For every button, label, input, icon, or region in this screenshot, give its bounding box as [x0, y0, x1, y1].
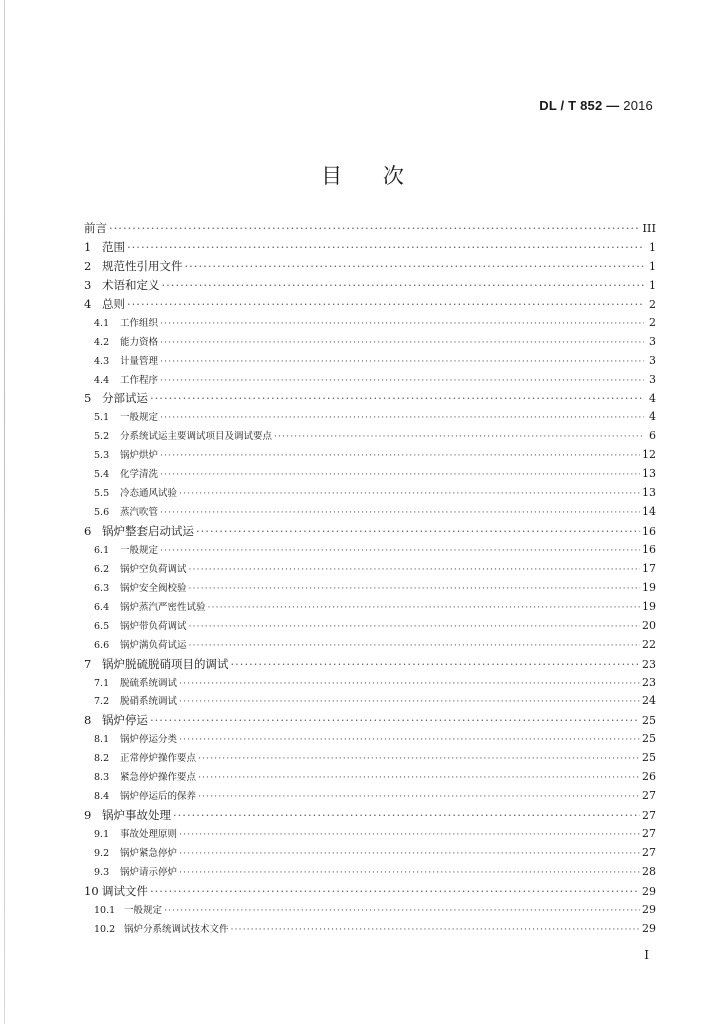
toc-entry-page: 14 — [642, 505, 656, 519]
table-of-contents — [84, 219, 656, 939]
toc-leader-dots — [231, 921, 640, 940]
toc-entry[interactable] — [84, 522, 656, 541]
toc-entry-page: 4 — [649, 392, 656, 406]
toc-entry-label: 计量管理 — [120, 355, 159, 367]
toc-leader-dots — [160, 542, 640, 561]
toc-entry-page: 2 — [649, 315, 656, 329]
toc-entry-label: 蒸汽吹管 — [120, 507, 159, 519]
toc-entry-number: 5 — [84, 391, 92, 406]
toc-entry[interactable] — [84, 371, 656, 390]
toc-entry[interactable] — [84, 238, 656, 257]
toc-leader-dots — [208, 599, 640, 618]
toc-entry[interactable] — [84, 427, 656, 446]
toc-entry-label: 锅炉安全阀校验 — [120, 582, 187, 594]
toc-entry-page: 2 — [649, 297, 656, 311]
toc-entry-number: 8 — [84, 713, 92, 728]
toc-entry-number: 10.2 — [94, 923, 116, 935]
toc-entry-number: 9.3 — [94, 866, 110, 878]
toc-entry-number: 4.3 — [94, 355, 110, 367]
toc-entry-label: 分系统试运主要调试项目及调试要点 — [120, 431, 273, 443]
toc-entry-number: 6.3 — [94, 582, 110, 594]
toc-leader-dots — [179, 826, 640, 845]
toc-entry[interactable] — [84, 692, 656, 711]
toc-entry-page: 1 — [649, 259, 656, 273]
toc-entry[interactable] — [84, 636, 656, 655]
toc-entry-number: 3 — [84, 277, 92, 292]
toc-leader-dots — [198, 769, 640, 788]
standard-code-dash: — — [606, 98, 620, 113]
toc-entry[interactable] — [84, 844, 656, 863]
toc-leader-dots — [231, 655, 641, 674]
toc-entry[interactable] — [84, 446, 656, 465]
toc-entry-page: 25 — [642, 714, 656, 728]
toc-leader-dots — [160, 504, 640, 523]
toc-entry-number: 9.1 — [94, 829, 110, 840]
toc-entry-page: 25 — [642, 732, 656, 746]
toc-entry-page: 17 — [642, 561, 656, 575]
toc-entry-page: 24 — [642, 694, 656, 708]
toc-entry-label: 锅炉紧急停炉 — [120, 847, 178, 859]
toc-entry-number: 7.1 — [94, 677, 110, 689]
toc-entry-label: 术语和定义 — [102, 277, 160, 292]
toc-leader-dots — [160, 447, 640, 466]
toc-leader-dots — [127, 238, 644, 257]
toc-leader-dots — [127, 295, 644, 314]
toc-entry[interactable] — [84, 276, 656, 295]
toc-entry-number: 5.3 — [94, 450, 110, 462]
toc-leader-dots — [173, 806, 640, 825]
toc-entry-label: 事故处理原则 — [120, 829, 178, 840]
toc-entry-label: 一般规定 — [120, 544, 159, 556]
toc-leader-dots — [150, 711, 640, 730]
toc-entry-page: 26 — [642, 770, 656, 784]
toc-entry-number: 7 — [84, 656, 92, 671]
toc-entry-page: 1 — [649, 240, 656, 254]
standard-code — [539, 98, 653, 113]
toc-entry-number: 2 — [84, 258, 92, 273]
toc-entry-label: 前言 — [84, 221, 107, 235]
toc-leader-dots — [198, 750, 640, 769]
toc-entry-number: 6 — [84, 524, 92, 538]
toc-entry-page: 3 — [649, 334, 656, 348]
toc-entry-label: 规范性引用文件 — [102, 258, 183, 273]
toc-leader-dots — [196, 522, 640, 541]
toc-entry[interactable] — [84, 863, 656, 882]
toc-leader-dots — [179, 675, 640, 694]
toc-title — [0, 160, 727, 190]
toc-leader-dots — [150, 389, 644, 408]
toc-entry[interactable] — [84, 787, 656, 806]
toc-leader-dots — [179, 845, 640, 864]
toc-entry-label: 调试文件 — [102, 883, 148, 898]
toc-entry-page: 29 — [642, 921, 656, 935]
toc-entry[interactable] — [84, 484, 656, 503]
toc-entry-page: 20 — [642, 618, 656, 632]
page-number: I — [644, 948, 649, 962]
toc-entry[interactable] — [84, 503, 656, 522]
toc-leader-dots — [189, 561, 640, 580]
toc-entry[interactable] — [84, 806, 656, 825]
toc-entry-number: 4.1 — [94, 317, 110, 329]
toc-entry-number: 4.4 — [94, 374, 110, 386]
toc-entry[interactable] — [84, 617, 656, 636]
toc-entry-page: 1 — [649, 278, 656, 292]
toc-entry-number: 9.2 — [94, 847, 110, 859]
toc-entry[interactable] — [84, 655, 656, 674]
toc-entry-page: 27 — [642, 809, 656, 823]
toc-entry-number: 10.1 — [94, 904, 116, 916]
toc-entry-number: 5.6 — [94, 507, 110, 519]
toc-entry[interactable] — [84, 920, 656, 939]
toc-entry-label: 锅炉脱硫脱硝项目的调试 — [102, 656, 229, 671]
toc-entry-number: 8.4 — [94, 791, 110, 803]
toc-entry-label: 化学清洗 — [120, 469, 159, 481]
toc-entry-label: 分部试运 — [102, 391, 148, 406]
toc-entry-number: 1 — [84, 239, 92, 254]
toc-entry[interactable] — [84, 674, 656, 693]
toc-entry-label: 工作程序 — [120, 374, 159, 386]
toc-entry[interactable] — [84, 768, 656, 787]
toc-entry-label: 一般规定 — [124, 904, 163, 916]
toc-entry[interactable] — [84, 333, 656, 352]
toc-entry[interactable] — [84, 408, 656, 427]
toc-leader-dots — [160, 372, 644, 391]
toc-title-char-2: 次 — [382, 164, 406, 188]
toc-entry-page: 23 — [642, 657, 656, 671]
toc-entry-page: III — [642, 221, 656, 235]
toc-entry[interactable] — [84, 598, 656, 617]
toc-leader-dots — [189, 618, 640, 637]
standard-year: 2016 — [623, 98, 653, 113]
toc-leader-dots — [160, 409, 644, 428]
scan-edge-line — [4, 0, 5, 1024]
toc-entry-page: 29 — [642, 902, 656, 916]
toc-entry-page: 19 — [642, 599, 656, 613]
toc-entry-page: 27 — [642, 845, 656, 859]
toc-leader-dots — [179, 693, 640, 712]
toc-entry-label: 锅炉整套启动试运 — [102, 524, 194, 538]
toc-entry[interactable] — [84, 711, 656, 730]
toc-entry-label: 脱硝系统调试 — [120, 696, 178, 708]
toc-entry-number: 5.5 — [94, 488, 110, 500]
toc-leader-dots — [164, 902, 640, 921]
toc-entry-label: 锅炉停运 — [102, 713, 148, 728]
toc-entry-label: 紧急停炉操作要点 — [120, 772, 197, 784]
toc-entry-number: 6.1 — [94, 544, 110, 556]
toc-entry-page: 19 — [642, 580, 656, 594]
toc-entry-label: 锅炉停运分类 — [120, 734, 178, 746]
toc-entry-number: 6.4 — [94, 601, 110, 613]
toc-leader-dots — [160, 466, 640, 485]
toc-entry[interactable] — [84, 295, 656, 314]
toc-entry-label: 一般规定 — [120, 412, 159, 424]
toc-entry-number: 10 — [84, 883, 99, 898]
toc-entry-page: 29 — [642, 884, 656, 898]
toc-entry[interactable] — [84, 730, 656, 749]
toc-entry-page: 27 — [642, 789, 656, 803]
toc-entry-number: 9 — [84, 808, 92, 823]
toc-entry-label: 锅炉事故处理 — [102, 808, 171, 823]
toc-entry-label: 锅炉带负荷调试 — [120, 620, 187, 632]
toc-entry-label: 脱硫系统调试 — [120, 677, 178, 689]
toc-entry-label: 锅炉蒸汽严密性试验 — [120, 601, 206, 613]
toc-entry[interactable] — [84, 901, 656, 920]
toc-entry[interactable] — [84, 352, 656, 371]
toc-entry-label: 正常停炉操作要点 — [120, 753, 197, 765]
toc-entry-page: 6 — [649, 429, 656, 443]
toc-entry-page: 13 — [642, 467, 656, 481]
toc-entry[interactable] — [84, 749, 656, 768]
toc-entry-label: 范围 — [102, 239, 125, 254]
toc-entry[interactable] — [84, 579, 656, 598]
toc-leader-dots — [274, 428, 644, 447]
toc-leader-dots — [160, 315, 644, 334]
toc-entry-number: 6.5 — [94, 620, 110, 632]
toc-entry-number: 5.4 — [94, 469, 110, 481]
toc-entry-number: 7.2 — [94, 696, 110, 708]
toc-entry-page: 12 — [642, 448, 656, 462]
toc-entry[interactable] — [84, 257, 656, 276]
toc-entry-label: 锅炉烘炉 — [120, 450, 159, 462]
toc-entry-page: 13 — [642, 486, 656, 500]
toc-entry-page: 28 — [642, 864, 656, 878]
toc-entry-page: 16 — [642, 525, 656, 538]
toc-entry-page: 16 — [642, 542, 656, 556]
toc-entry[interactable] — [84, 389, 656, 408]
toc-leader-dots — [179, 864, 640, 883]
toc-entry-label: 锅炉停运后的保养 — [120, 791, 197, 803]
toc-entry-label: 锅炉分系统调试技术文件 — [124, 923, 229, 935]
toc-entry-label: 冷态通风试验 — [120, 488, 178, 500]
toc-entry-number: 4.2 — [94, 336, 110, 348]
toc-entry-number: 8.3 — [94, 772, 110, 784]
toc-title-char-1: 目 — [321, 164, 345, 188]
toc-entry[interactable] — [84, 219, 656, 238]
toc-leader-dots — [179, 731, 640, 750]
toc-entry-label: 工作组织 — [120, 317, 159, 329]
toc-entry-number: 4 — [84, 296, 92, 311]
toc-entry-page: 22 — [642, 637, 656, 651]
toc-entry-page: 3 — [649, 372, 656, 386]
toc-leader-dots — [109, 219, 640, 238]
toc-entry-label: 锅炉请示停炉 — [120, 866, 178, 878]
toc-leader-dots — [150, 882, 640, 901]
toc-entry-number: 6.2 — [94, 563, 110, 575]
toc-entry-number: 6.6 — [94, 639, 110, 651]
toc-leader-dots — [185, 257, 645, 276]
toc-entry-label: 总则 — [102, 296, 125, 311]
toc-entry-number: 5.1 — [94, 412, 110, 424]
toc-entry-page: 27 — [642, 827, 656, 840]
toc-entry-number: 8.2 — [94, 753, 110, 765]
toc-entry-number: 8.1 — [94, 734, 110, 746]
toc-entry[interactable] — [84, 541, 656, 560]
toc-entry-label: 锅炉满负荷试运 — [120, 639, 187, 651]
toc-leader-dots — [198, 788, 640, 807]
toc-leader-dots — [189, 637, 640, 656]
toc-entry-label: 能力资格 — [120, 336, 159, 348]
toc-entry-number: 5.2 — [94, 431, 110, 443]
toc-leader-dots — [179, 485, 640, 504]
toc-entry-page: 3 — [649, 353, 656, 367]
toc-leader-dots — [160, 353, 644, 372]
toc-entry[interactable] — [84, 825, 656, 844]
toc-entry[interactable] — [84, 465, 656, 484]
toc-entry-page: 4 — [649, 410, 656, 424]
toc-leader-dots — [162, 276, 645, 295]
toc-entry-page: 23 — [642, 675, 656, 689]
toc-entry-page: 25 — [642, 751, 656, 765]
toc-leader-dots — [160, 334, 644, 353]
toc-entry[interactable] — [84, 882, 656, 901]
toc-leader-dots — [189, 580, 640, 599]
toc-entry[interactable] — [84, 560, 656, 579]
toc-entry-label: 锅炉空负荷调试 — [120, 563, 187, 575]
toc-entry[interactable] — [84, 314, 656, 333]
standard-code-text: DL / T 852 — [539, 98, 603, 113]
